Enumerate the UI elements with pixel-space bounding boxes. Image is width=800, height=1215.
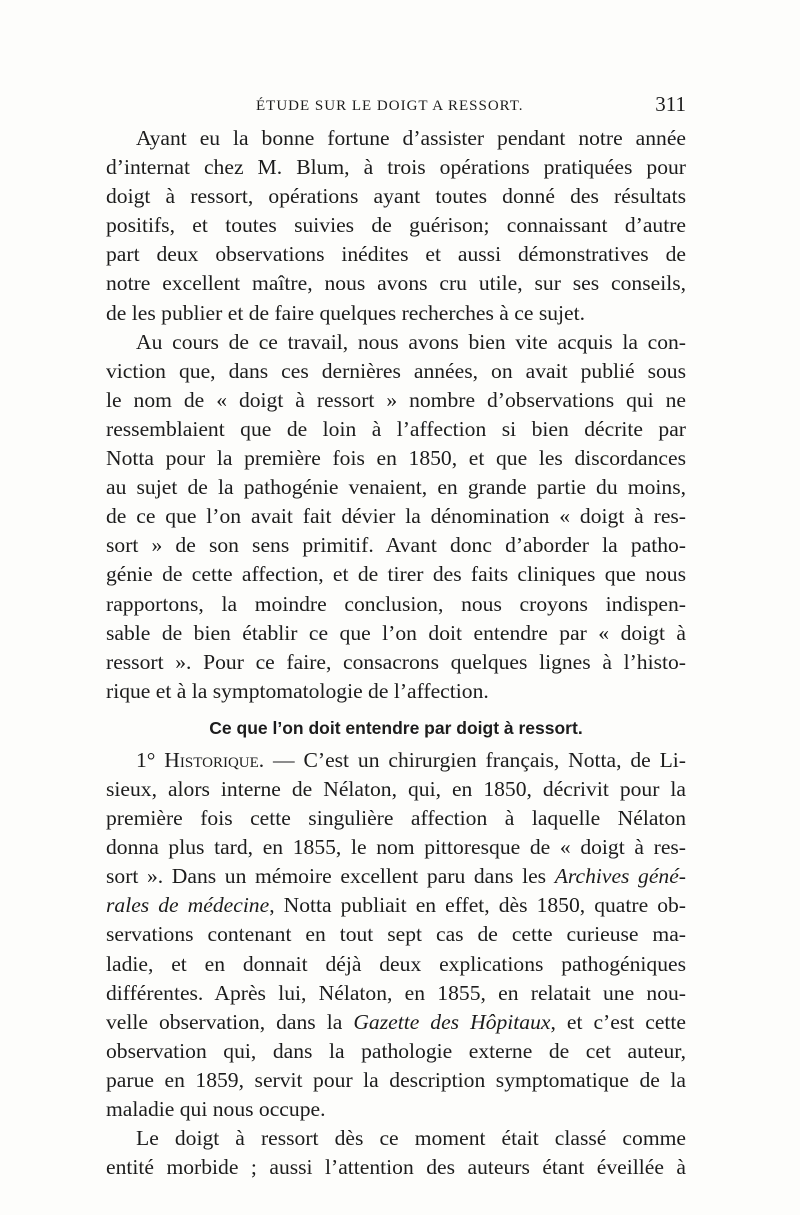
text-line: parue en 1859, servit pour la description symptomatique de la (106, 1067, 686, 1092)
text-line (106, 862, 686, 891)
text-line: au sujet de la pathogénie venaient, en grande partie du moins, (106, 475, 686, 500)
paragraph-4 (106, 1124, 686, 1182)
text-line: Au cours de ce travail, nous avons bien vite acquis la con- (136, 329, 686, 354)
page-number: 311 (655, 92, 686, 116)
paragraph-1 (106, 124, 686, 328)
text-line (106, 1008, 686, 1037)
section-heading: Ce que l’on doit entendre par doigt à ressort. (209, 717, 583, 738)
text-fragment: velle observation, dans la (106, 1009, 354, 1034)
text-line: ladie, et en donnait déjà deux explications pathogéniques (106, 951, 686, 976)
text-line (106, 746, 686, 775)
text-line: Ayant eu la bonne fortune d’assister pendant notre année (136, 126, 686, 150)
text-line: Le doigt à ressort dès ce moment était classé comme (136, 1126, 686, 1151)
text-line: Notta pour la première fois en 1850, et que les discordances (106, 446, 686, 471)
text-line: différentes. Après lui, Nélaton, en 1855, en relatait une nou- (106, 980, 686, 1005)
text-line: génie de cette affection, et de tirer des faits cliniques que nous (106, 562, 686, 587)
text-line: entité morbide ; aussi l’attention des auteurs étant éveillée à (106, 1155, 686, 1180)
section-label: Historique (164, 747, 259, 772)
running-head (106, 92, 686, 120)
text-fragment: , Notta publiait en effet, dès 1850, quatre ob- (269, 893, 686, 918)
section-number: 1° (136, 747, 156, 772)
text-line: servations contenant en tout sept cas de cette curieuse ma- (106, 922, 686, 947)
text-line: ressemblaient que de loin à l’affection si bien décrite par (106, 416, 686, 441)
paragraph-2 (106, 328, 686, 706)
text-line: d’internat chez M. Blum, à trois opérations pratiquées pour (106, 155, 686, 180)
body-text (106, 124, 686, 1182)
journal-title: Archives géné- (554, 864, 686, 889)
text-line: sable de bien établir ce que l’on doit entendre par « doigt à (106, 620, 686, 645)
text-line: maladie qui nous occupe. (106, 1097, 326, 1121)
text-line: viction que, dans ces dernières années, on avait publié sous (106, 358, 686, 383)
paragraph-3 (106, 746, 686, 1124)
text-line: de ce que l’on avait fait dévier la dénomination « doigt à res- (106, 504, 686, 529)
text-line: donna plus tard, en 1855, le nom pittoresque de « doigt à res- (106, 835, 686, 860)
text-fragment: , et c’est cette (550, 1009, 686, 1034)
text-line: part deux observations inédites et aussi démonstratives de (106, 242, 686, 267)
text-fragment: sort ». Dans un mémoire excellent paru dans les (106, 864, 555, 889)
running-title: ÉTUDE SUR LE DOIGT A RESSORT. (256, 98, 524, 114)
text-line: doigt à ressort, opérations ayant toutes donné des résultats (106, 184, 686, 209)
text-line (106, 891, 686, 920)
journal-title: rales de médecine (106, 893, 270, 918)
text-fragment: . — C’est un chirurgien français, Notta, de Li- (258, 747, 686, 772)
text-line: rapportons, la moindre conclusion, nous croyons indispen- (106, 591, 686, 616)
text-line: de les publier et de faire quelques recherches à ce sujet. (106, 300, 586, 325)
text-line: sieux, alors interne de Nélaton, qui, en 1850, décrivit pour la (106, 776, 686, 801)
text-line: observation qui, dans la pathologie externe de cet auteur, (106, 1038, 686, 1063)
text-line: positifs, et toutes suivies de guérison; connaissant d’autre (106, 213, 686, 238)
text-line: première fois cette singulière affection à laquelle Nélaton (106, 806, 686, 831)
text-line: rique et à la symptomatologie de l’affection. (106, 678, 489, 703)
text-line: ressort ». Pour ce faire, consacrons quelques lignes à l’histo- (106, 649, 686, 674)
text-line: notre excellent maître, nous avons cru utile, sur ses conseils, (106, 271, 686, 296)
text-line: sort » de son sens primitif. Avant donc d’aborder la patho- (106, 533, 686, 558)
text-line: le nom de « doigt à ressort » nombre d’observations qui ne (106, 387, 686, 412)
journal-title: Gazette des Hôpitaux (353, 1009, 551, 1034)
